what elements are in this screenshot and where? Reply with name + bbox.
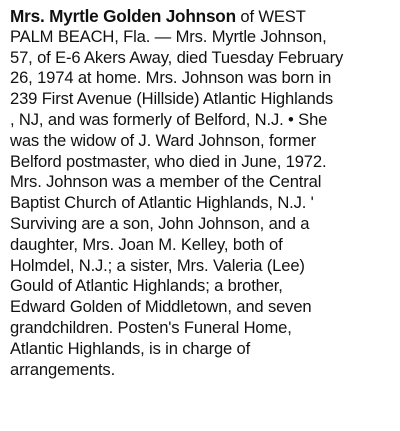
obituary-line-3: 57, of E-6 Akers Away, died Tuesday February xyxy=(10,47,344,67)
first-line xyxy=(10,6,392,27)
obituary-line-2: PALM BEACH, Fla. — Mrs. Myrtle Johnson, xyxy=(10,26,327,46)
obituary-line-4: 26, 1974 at home. Mrs. Johnson was born in xyxy=(10,68,332,88)
obituary-line-12: daughter, Mrs. Joan M. Kelley, both of xyxy=(10,234,283,254)
obituary-line-17: Atlantic Highlands, is in charge of xyxy=(10,338,251,358)
obituary-line-14: Gould of Atlantic Highlands; a brother, xyxy=(10,276,283,296)
obituary-line-7: was the widow of J. Ward Johnson, former xyxy=(10,130,317,150)
obituary-line-11: Surviving are a son, John Johnson, and a xyxy=(10,213,310,233)
obituary-line-5: 239 First Avenue (Hillside) Atlantic Highlands xyxy=(10,89,333,109)
obituary-line-13: Holmdel, N.J.; a sister, Mrs. Valeria (Lee) xyxy=(10,255,305,275)
obituary-line-6: , NJ, and was formerly of Belford, N.J. • She xyxy=(10,109,328,129)
obituary-line-9: Mrs. Johnson was a member of the Central xyxy=(10,172,322,192)
obituary-line-15: Edward Golden of Middletown, and seven xyxy=(10,297,312,317)
obituary-line-16: grandchildren. Posten's Funeral Home, xyxy=(10,317,292,337)
obituary-line-8: Belford postmaster, who died in June, 1972. xyxy=(10,151,327,171)
obituary-line-10: Baptist Church of Atlantic Highlands, N.J. ' xyxy=(10,193,314,213)
obituary-line-1: of WEST xyxy=(235,7,306,26)
obituary-line-18: arrangements. xyxy=(10,359,116,379)
deceased-name: Mrs. Myrtle Golden Johnson xyxy=(10,6,236,26)
